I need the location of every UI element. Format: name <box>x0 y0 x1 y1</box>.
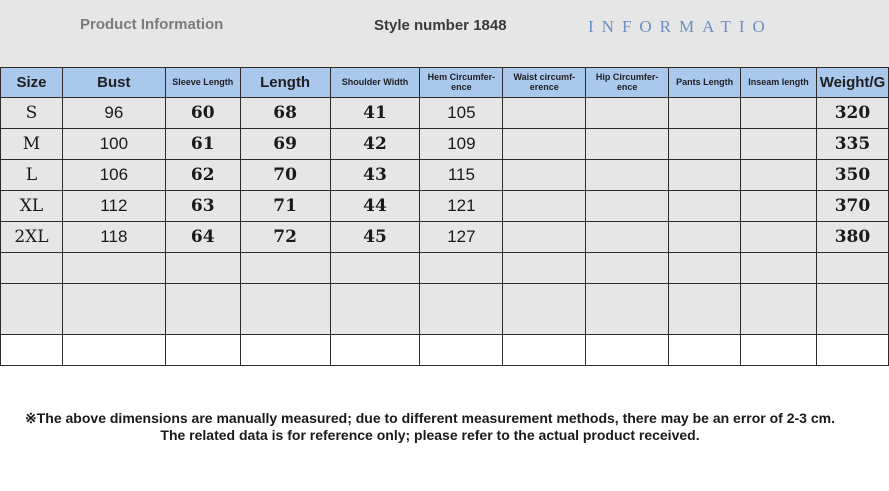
measurement-note <box>0 410 860 444</box>
cell-bust: 96 <box>62 98 165 129</box>
cell-shoulder-width: 45 <box>330 222 420 253</box>
col-shoulder-width: Shoulder Width <box>330 68 420 98</box>
empty-cell <box>420 335 503 366</box>
cell-weight: 380 <box>816 222 888 253</box>
cell-sleeve-length: 63 <box>165 191 240 222</box>
cell-inseam-length <box>741 160 817 191</box>
information-watermark: INFORMATIO <box>588 17 773 36</box>
cell-hem-circumference: 105 <box>420 98 503 129</box>
col-waist-circumference: Waist circumf-erence <box>503 68 586 98</box>
cell-waist-circumference <box>503 160 586 191</box>
table-row <box>1 191 889 222</box>
empty-cell <box>330 284 420 335</box>
cell-hem-circumference: 115 <box>420 160 503 191</box>
cell-bust: 118 <box>62 222 165 253</box>
empty-cell <box>330 335 420 366</box>
empty-cell <box>669 335 741 366</box>
cell-pants-length <box>669 160 741 191</box>
cell-pants-length <box>669 191 741 222</box>
cell-bust: 100 <box>62 129 165 160</box>
empty-cell <box>503 253 586 284</box>
cell-weight: 335 <box>816 129 888 160</box>
cell-sleeve-length: 61 <box>165 129 240 160</box>
cell-hip-circumference <box>586 160 669 191</box>
cell-length: 72 <box>240 222 330 253</box>
cell-inseam-length <box>741 129 817 160</box>
empty-row <box>1 284 889 335</box>
cell-sleeve-length: 62 <box>165 160 240 191</box>
cell-length: 70 <box>240 160 330 191</box>
empty-cell <box>586 335 669 366</box>
product-information-label: Product Information <box>80 16 224 33</box>
cell-hip-circumference <box>586 98 669 129</box>
cell-size: S <box>1 98 63 129</box>
empty-cell <box>816 253 888 284</box>
empty-cell <box>741 253 817 284</box>
col-bust: Bust <box>62 68 165 98</box>
cell-length: 68 <box>240 98 330 129</box>
col-weight: Weight/G <box>816 68 888 98</box>
empty-cell <box>330 253 420 284</box>
table-row <box>1 129 889 160</box>
empty-cell <box>669 284 741 335</box>
empty-cell <box>741 335 817 366</box>
col-size: Size <box>1 68 63 98</box>
cell-shoulder-width: 44 <box>330 191 420 222</box>
empty-cell <box>669 253 741 284</box>
empty-cell <box>586 253 669 284</box>
col-inseam-length: Inseam length <box>741 68 817 98</box>
cell-weight: 370 <box>816 191 888 222</box>
cell-weight: 350 <box>816 160 888 191</box>
cell-inseam-length <box>741 191 817 222</box>
empty-cell <box>816 335 888 366</box>
cell-length: 71 <box>240 191 330 222</box>
cell-shoulder-width: 43 <box>330 160 420 191</box>
cell-hem-circumference: 109 <box>420 129 503 160</box>
cell-sleeve-length: 64 <box>165 222 240 253</box>
note-line-2: The related data is for reference only; please refer to the actual product received. <box>160 427 700 443</box>
cell-length: 69 <box>240 129 330 160</box>
cell-waist-circumference <box>503 98 586 129</box>
cell-shoulder-width: 41 <box>330 98 420 129</box>
cell-shoulder-width: 42 <box>330 129 420 160</box>
empty-cell <box>420 284 503 335</box>
cell-hip-circumference <box>586 222 669 253</box>
size-chart-table <box>0 67 889 366</box>
col-sleeve-length: Sleeve Length <box>165 68 240 98</box>
empty-cell <box>165 284 240 335</box>
cell-bust: 112 <box>62 191 165 222</box>
empty-cell <box>816 284 888 335</box>
col-hip-circumference: Hip Circumfer-ence <box>586 68 669 98</box>
empty-cell <box>503 284 586 335</box>
cell-size: XL <box>1 191 63 222</box>
note-line-1: ※The above dimensions are manually measured; due to different measurement methods, there may be an error of 2-3 cm. <box>25 410 835 426</box>
cell-hem-circumference: 127 <box>420 222 503 253</box>
empty-row <box>1 335 889 366</box>
empty-cell <box>1 284 63 335</box>
empty-cell <box>165 253 240 284</box>
table-row <box>1 98 889 129</box>
cell-bust: 106 <box>62 160 165 191</box>
style-number-label: Style number 1848 <box>374 17 507 34</box>
table-row <box>1 160 889 191</box>
empty-cell <box>240 253 330 284</box>
cell-pants-length <box>669 129 741 160</box>
empty-row <box>1 253 889 284</box>
cell-size: L <box>1 160 63 191</box>
cell-waist-circumference <box>503 222 586 253</box>
empty-cell <box>420 253 503 284</box>
empty-cell <box>1 335 63 366</box>
empty-cell <box>586 284 669 335</box>
cell-weight: 320 <box>816 98 888 129</box>
col-length: Length <box>240 68 330 98</box>
cell-sleeve-length: 60 <box>165 98 240 129</box>
cell-inseam-length <box>741 222 817 253</box>
cell-waist-circumference <box>503 191 586 222</box>
table-row <box>1 222 889 253</box>
col-hem-circumference: Hem Circumfer-ence <box>420 68 503 98</box>
cell-hip-circumference <box>586 191 669 222</box>
empty-cell <box>165 335 240 366</box>
empty-cell <box>62 284 165 335</box>
empty-cell <box>62 335 165 366</box>
header-row <box>1 68 889 98</box>
cell-size: 2XL <box>1 222 63 253</box>
cell-pants-length <box>669 98 741 129</box>
empty-cell <box>240 335 330 366</box>
empty-cell <box>240 284 330 335</box>
empty-cell <box>503 335 586 366</box>
empty-cell <box>1 253 63 284</box>
cell-hem-circumference: 121 <box>420 191 503 222</box>
empty-cell <box>741 284 817 335</box>
cell-waist-circumference <box>503 129 586 160</box>
cell-inseam-length <box>741 98 817 129</box>
empty-cell <box>62 253 165 284</box>
col-pants-length: Pants Length <box>669 68 741 98</box>
cell-size: M <box>1 129 63 160</box>
cell-hip-circumference <box>586 129 669 160</box>
cell-pants-length <box>669 222 741 253</box>
